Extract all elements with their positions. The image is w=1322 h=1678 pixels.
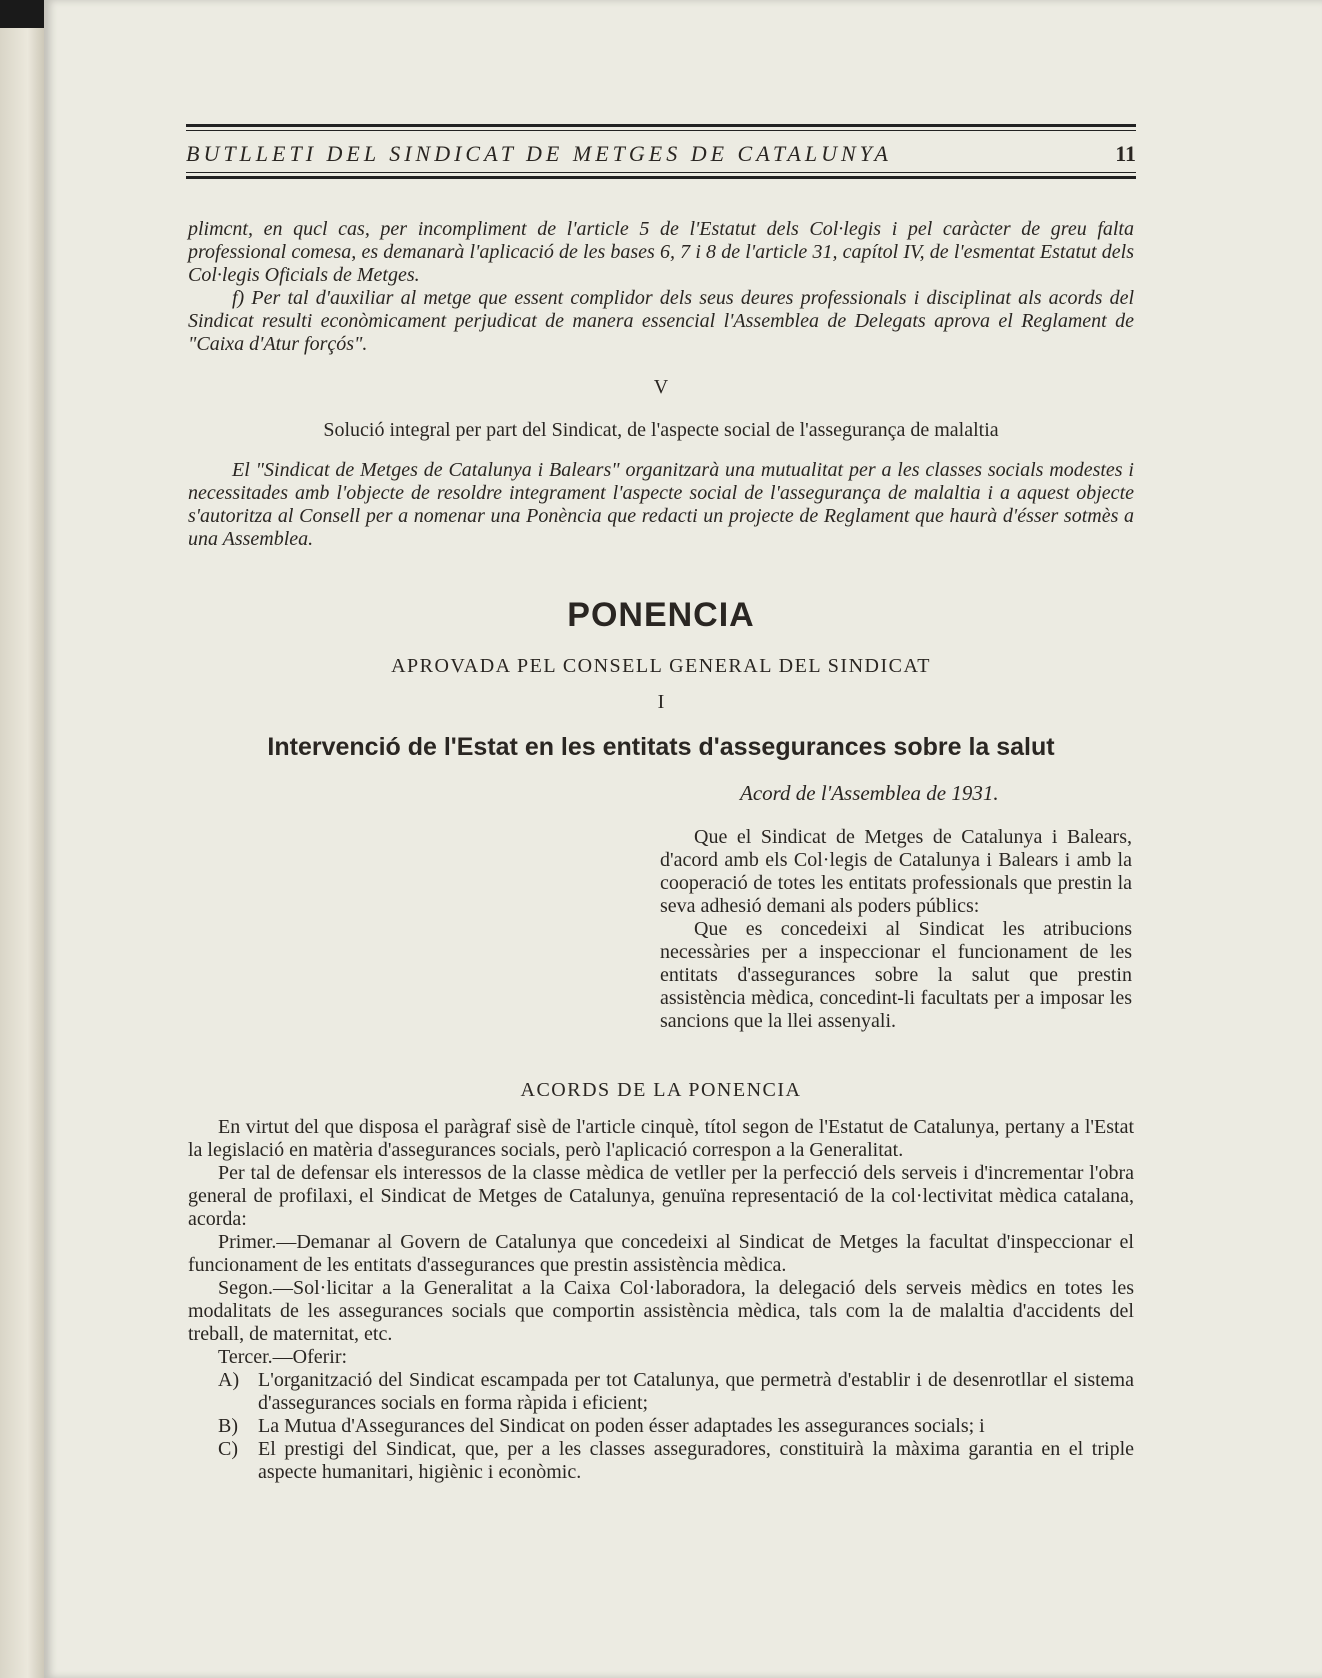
ponencia-paragraph-2: Que es concedeixi al Sindicat les atribucions necessàries per a inspeccionar el funcionament de les entitats d'assegurances sobre la salut que prestin assistència mèdica, concedint-li facultats per a imposar les sancions que la llei assenyali.	[660, 918, 1132, 1032]
header-top-rules	[186, 124, 1136, 131]
paragraph-f: f) Per tal d'auxiliar al metge que essent complidor dels seus deures professionals i disciplinat als acords del Sindicat resulti econòmicament perjudicat de manera essencial l'Assemblea de Delegats aprova el Reglament de "Caixa d'Atur forçós".	[188, 287, 1134, 355]
ponencia-paragraph-1: Que el Sindicat de Metges de Catalunya i Balears, d'acord amb els Col·legis de Catalunya i Balears i amb la cooperació de totes les entitats professionals que prestin la seva adhesió demani als poders públics:	[660, 826, 1132, 917]
acords-paragraph-2: Per tal de defensar els interessos de la classe mèdica de vetller per la perfecció dels serveis i d'incrementar l'obra general de profilaxi, el Sindicat de Metges de Catalunya, genuïna representació de la col·lectivitat mèdica catalana, acorda:	[188, 1162, 1134, 1230]
acords-paragraph-3: Primer.—Demanar al Govern de Catalunya que concedeixi al Sindicat de Metges la facultat d'inspeccionar el funcionament de les entitats d'assegurances que prestin assistència mèdica.	[188, 1231, 1134, 1276]
list-text: El prestigi del Sindicat, que, per a les classes asseguradores, constituirà la màxima garantia en el triple aspecte humanitari, higiènic i econòmic.	[258, 1438, 1134, 1483]
section-v-body: El "Sindicat de Metges de Catalunya i Balears" organitzarà una mutualitat per a les classes socials modestes i necessitades amb l'objecte de resoldre integrament l'aspecte social de l'assegurança de malaltia i a aquest objecte s'autoritza al Consell per a nomenar una Ponència que redacti un projecte de Reglament que haurà d'ésser sotmès a una Assemblea.	[188, 459, 1134, 550]
ponencia-title: PONENCIA	[567, 596, 755, 634]
list-item	[218, 1438, 1134, 1484]
acords-paragraph-4: Segon.—Sol·licitar a la Generalitat a la Caixa Col·laboradora, la delegació dels serveis mèdics en totes les modalitats de les assegurances socials que comportin assistència mèdica, tals com la de malaltia d'accidents del treball, de maternitat, etc.	[188, 1277, 1134, 1345]
continuation-block	[188, 218, 1134, 356]
running-title: BUTLLETI DEL SINDICAT DE METGES DE CATALUNYA	[186, 141, 892, 166]
acords-body	[188, 1116, 1134, 1484]
section-v-body-block	[188, 459, 1134, 551]
list-marker: B)	[218, 1415, 238, 1437]
list-text: L'organització del Sindicat escampada per tot Catalunya, que permetrà d'establir i de desenrotllar el sistema d'assegurances socials en forma ràpida i eficient;	[258, 1369, 1134, 1414]
page-number: 11	[1115, 141, 1136, 166]
list-item	[218, 1415, 1134, 1438]
acords-paragraph-5: Tercer.—Oferir:	[218, 1346, 348, 1368]
ponencia-paragraphs	[660, 826, 1132, 1033]
list-marker: C)	[218, 1438, 238, 1460]
adjacent-page-edge	[0, 28, 46, 1678]
acords-heading: ACORDS DE LA PONENCIA	[520, 1079, 802, 1101]
agreement-note: Acord de l'Assemblea de 1931.	[740, 781, 999, 805]
list-text: La Mutua d'Assegurances del Sindicat on poden ésser adaptades les assegurances socials; i	[258, 1415, 985, 1437]
ponencia-numeral: I	[657, 691, 665, 713]
section-v-heading: Solució integral per part del Sindicat, de l'aspecte social de l'assegurança de malaltia	[323, 419, 999, 441]
acords-list	[188, 1369, 1134, 1484]
header-bottom-rules	[186, 172, 1136, 179]
list-item	[218, 1369, 1134, 1415]
section-v-numeral: V	[653, 376, 669, 398]
acords-paragraph-1: En virtut del que disposa el paràgraf sisè de l'article cinquè, títol segon de l'Estatut de Catalunya, pertany a l'Estat la legislació en matèria d'assegurances socials, però l'aplicació correspon a la Generalitat.	[188, 1116, 1134, 1161]
list-marker: A)	[218, 1369, 240, 1391]
paragraph-e-tail: plimcnt, en qucl cas, per incompliment de l'article 5 de l'Estatut dels Col·legis i pel caràcter de greu falta professional comesa, es demanarà l'aplicació de les bases 6, 7 i 8 de l'article 31, capítol IV, de l'esmentat Estatut dels Col·legis Oficials de Metges.	[188, 218, 1134, 286]
ponencia-heading: Intervenció de l'Estat en les entitats d'assegurances sobre la salut	[267, 733, 1055, 761]
ponencia-subtitle: APROVADA PEL CONSELL GENERAL DEL SINDICAT	[391, 655, 931, 677]
running-head	[186, 139, 1136, 169]
